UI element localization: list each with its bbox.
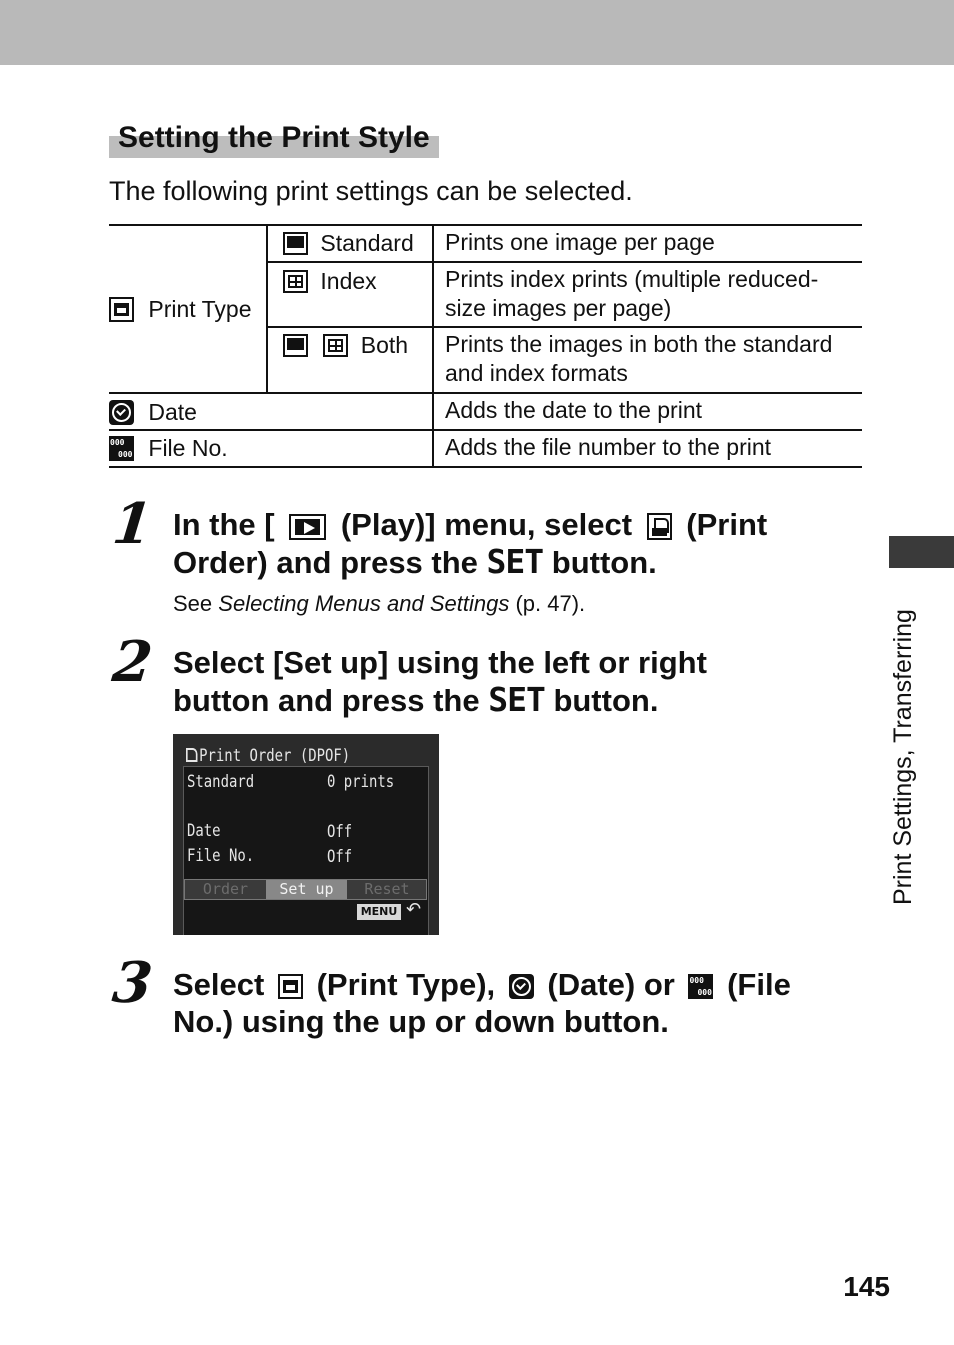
print-type-icon <box>278 974 303 999</box>
index-print-icon <box>323 334 348 357</box>
chapter-tab-marker <box>889 536 954 568</box>
print-type-icon <box>109 297 134 322</box>
step-1-number: 1 <box>109 491 156 557</box>
print-order-icon <box>186 748 197 762</box>
print-type-label: Print Type <box>148 296 252 323</box>
set-button-glyph: SET <box>488 680 545 719</box>
lcd-row-label: File No. <box>187 846 255 866</box>
lcd-row-label: Standard <box>187 772 255 792</box>
step-2-number: 2 <box>109 629 156 695</box>
step-1-text: In the [ (Play)] menu, select (Print Order) and press the SET button. <box>173 507 768 581</box>
print-type-cell <box>109 294 252 324</box>
lcd-tab-bar <box>184 879 427 900</box>
index-option: Index <box>283 266 377 296</box>
lcd-tab-reset[interactable]: Reset <box>364 880 410 898</box>
standard-option: Standard <box>283 228 414 258</box>
both-description: Prints the images in both the standard and index formats <box>445 331 833 386</box>
index-print-icon <box>283 270 308 293</box>
file-no-row-label: 000 000 File No. <box>110 435 228 462</box>
index-description: Prints index prints (multiple reduced-size images per page) <box>445 266 819 321</box>
standard-print-icon <box>283 334 308 357</box>
file-number-icon: 000 000 <box>689 976 712 998</box>
date-description: Adds the date to the print <box>445 397 703 423</box>
print-order-icon <box>647 513 672 540</box>
step-1-note: See Selecting Menus and Settings (p. 47). <box>173 591 586 616</box>
lcd-tab-set-up[interactable]: Set up <box>266 880 347 899</box>
standard-description: Prints one image per page <box>445 229 715 255</box>
lcd-title: Print Order (DPOF) <box>186 746 350 766</box>
file-number-icon: 000 000 <box>110 438 133 460</box>
date-icon <box>509 974 534 999</box>
lcd-row-value: 0 prints <box>327 772 395 792</box>
intro-text: The following print settings can be selected. <box>109 176 633 206</box>
camera-lcd-screen <box>173 734 439 935</box>
step-2-text: Select [Set up] using the left or right button and press the SET button. <box>173 645 707 719</box>
step-3-text: Select (Print Type), (Date) or 000 000 (File No.) using the up or down button. <box>173 967 791 1039</box>
section-title: Setting the Print Style <box>109 122 439 158</box>
both-option: Both <box>283 330 408 360</box>
back-arrow-icon: ↶ <box>406 899 422 920</box>
play-icon <box>289 514 326 540</box>
print-style-table <box>109 224 862 468</box>
file-no-description: Adds the file number to the print <box>445 434 772 460</box>
date-icon <box>109 400 134 425</box>
standard-print-icon <box>283 232 308 255</box>
date-row-label: Date <box>109 397 197 427</box>
chapter-side-label: Print Settings, Transferring <box>889 609 917 905</box>
menu-button-icon: MENU <box>357 904 401 920</box>
lcd-row-value: Off <box>327 847 353 867</box>
header-band <box>0 0 954 65</box>
page-number: 145 <box>843 1271 890 1302</box>
lcd-row-value: Off <box>327 822 353 842</box>
set-button-glyph: SET <box>486 542 544 581</box>
lcd-row-label: Date <box>187 821 221 841</box>
lcd-tab-order[interactable]: Order <box>202 880 249 898</box>
step-3-number: 3 <box>109 950 156 1016</box>
